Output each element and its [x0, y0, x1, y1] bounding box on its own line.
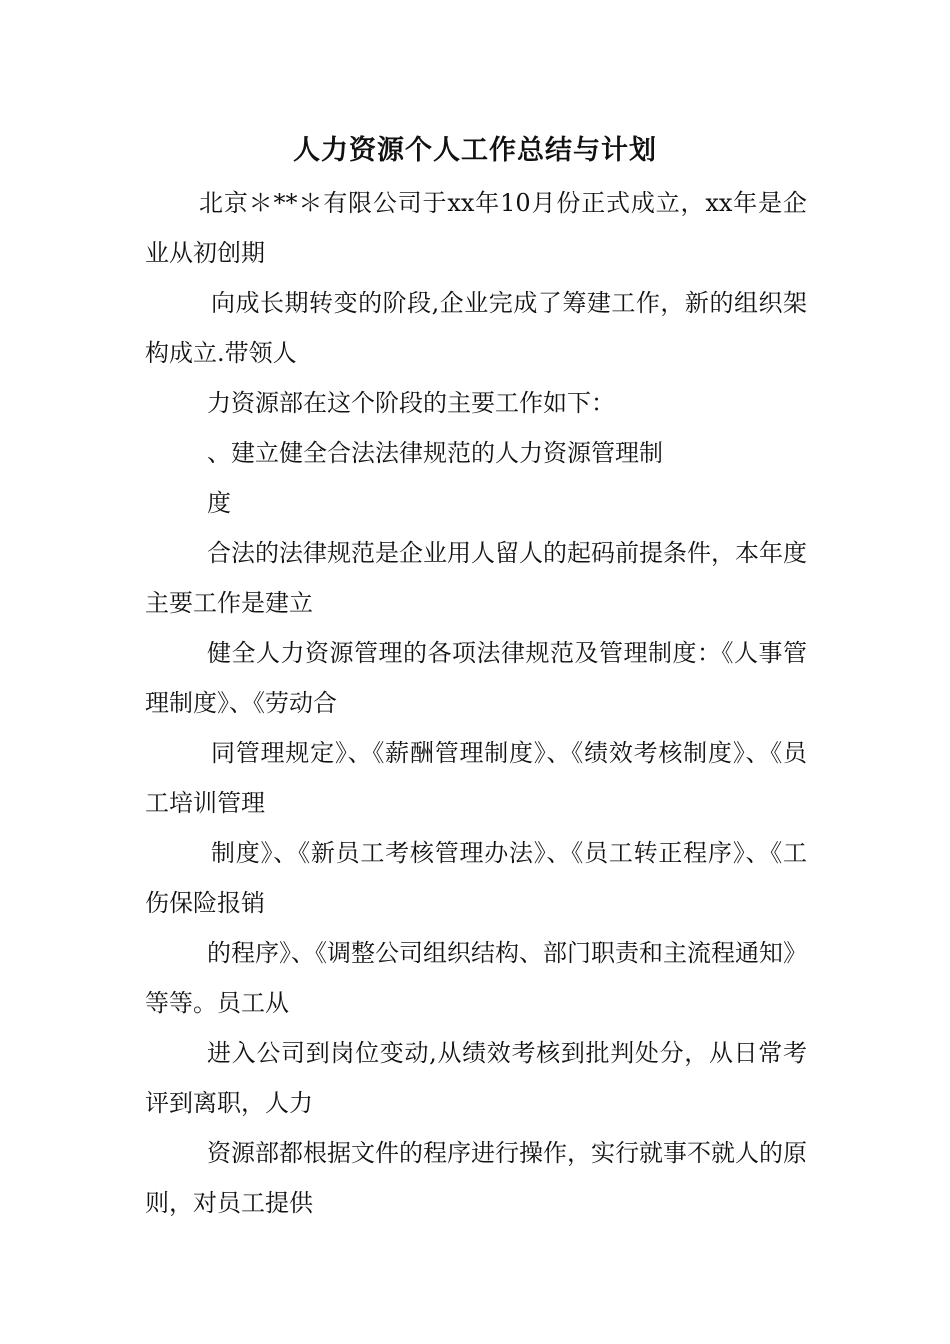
paragraph: 进入公司到岗位变动,从绩效考核到批判处分，从日常考评到离职，人力 — [145, 1039, 807, 1117]
paragraph: 资源部都根据文件的程序进行操作，实行就事不就人的原则，对员工提供 — [145, 1139, 807, 1217]
paragraph: 健全人力资源管理的各项法律规范及管理制度：《人事管理制度》、《劳动合 — [145, 639, 807, 717]
paragraph: 力资源部在这个阶段的主要工作如下： — [207, 389, 615, 417]
paragraph: 同管理规定》、《薪酬管理制度》、《绩效考核制度》、《员工培训管理 — [145, 739, 807, 817]
paragraph: 北京＊**＊有限公司于xx年10月份正式成立，xx年是企业从初创期 — [145, 189, 807, 267]
paragraph: 向成长期转变的阶段,企业完成了筹建工作，新的组织架构成立.带领人 — [145, 289, 807, 367]
paragraph: 合法的法律规范是企业用人留人的起码前提条件，本年度主要工作是建立 — [145, 539, 807, 617]
document-title: 人力资源个人工作总结与计划 — [293, 135, 657, 166]
paragraph: 度 — [207, 489, 231, 517]
paragraph: 制度》、《新员工考核管理办法》、《员工转正程序》、《工伤保险报销 — [145, 839, 807, 917]
paragraph: 的程序》、《调整公司组织结构、部门职责和主流程通知》等等。员工从 — [145, 939, 807, 1017]
document-body — [145, 178, 807, 1228]
paragraph: 、建立健全合法法律规范的人力资源管理制 — [207, 439, 663, 467]
